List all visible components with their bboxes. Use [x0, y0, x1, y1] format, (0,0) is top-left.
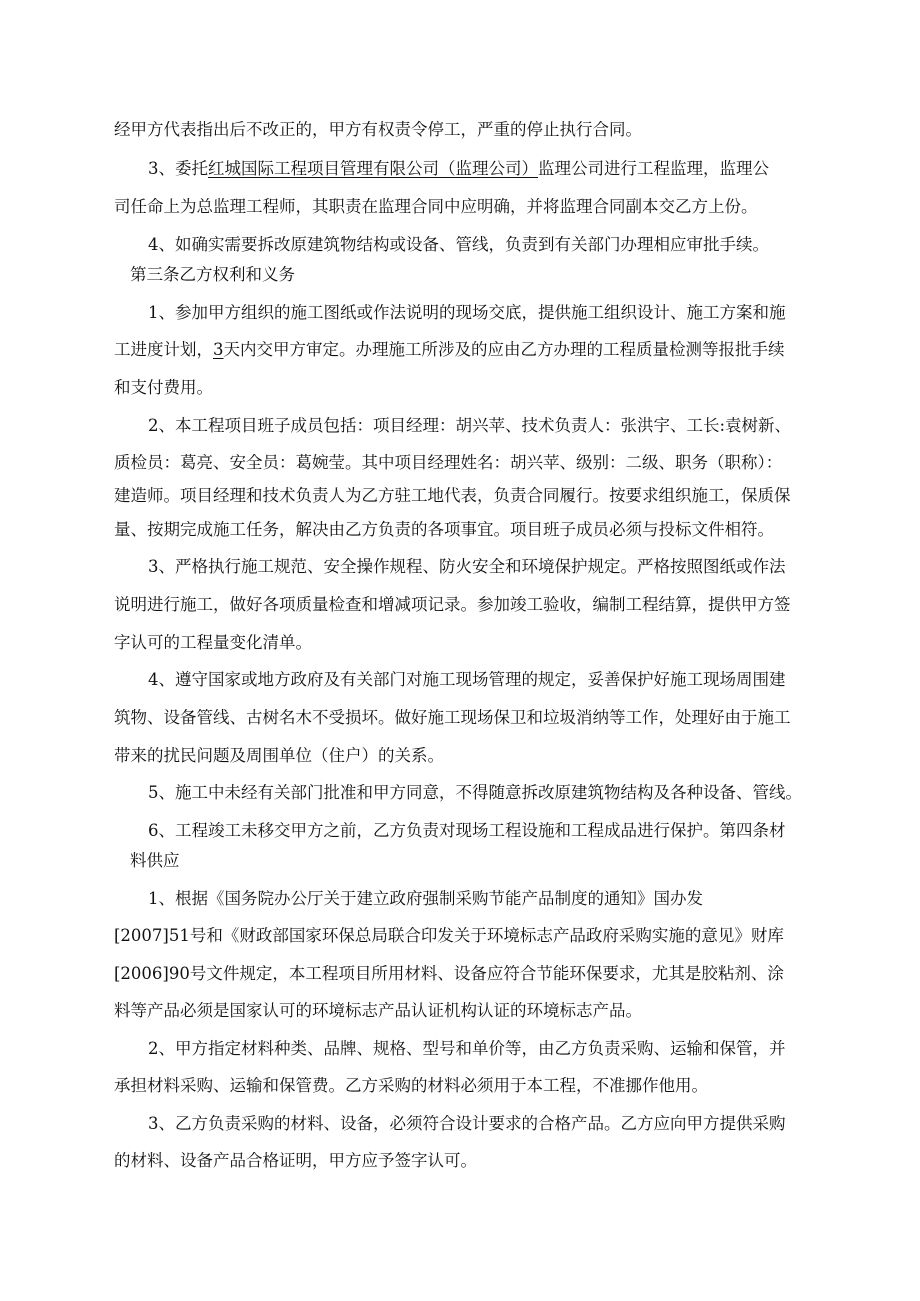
section-heading: 第三条乙方权利和义务 [130, 265, 295, 284]
text-line [148, 158, 920, 180]
text-line: 带来的扰民问题及周围单位（住户）的关系。 [114, 746, 444, 765]
text-line: 和支付费用。 [114, 378, 213, 397]
text-line: 1、参加甲方组织的施工图纸或作法说明的现场交底，提供施工组织设计、施工方案和施 [148, 303, 786, 322]
text-line: [2007]51号和《财政部国家环保总局联合印发关于环境标志产品政府采购实施的意见》财库 [114, 926, 784, 945]
text-line: 1、根据《国务院办公厅关于建立政府强制采购节能产品制度的通知》国办发 [148, 889, 703, 908]
text-line: 筑物、设备管线、古树名木不受损坏。做好施工现场保卫和垃圾消纳等工作，处理好由于施工 [114, 708, 791, 727]
text-line: [2006]90号文件规定，本工程项目所用材料、设备应符合节能环保要求，尤其是胶粘剂、涂 [114, 964, 784, 983]
text-line: 5、施工中未经有关部门批准和甲方同意，不得随意拆改原建筑物结构及各种设备、管线。 [148, 783, 802, 802]
text-line: 建造师。项目经理和技术负责人为乙方驻工地代表，负责合同履行。按要求组织施工，保质保 [114, 486, 791, 505]
text-line: 质检员：葛亮、安全员：葛婉莹。其中项目经理姓名：胡兴苹、级别：二级、职务（职称）： [114, 453, 783, 472]
text-line: 经甲方代表指出后不改正的，甲方有权责令停工，严重的停止执行合同。 [114, 120, 642, 139]
text-line: 料供应 [130, 851, 180, 870]
text-line: 4、遵守国家或地方政府及有关部门对施工现场管理的规定，妥善保护好施工现场周围建 [148, 670, 786, 689]
text-line [114, 339, 920, 361]
text-run: 监理公司进行工程监理，监理公 [538, 159, 769, 178]
text-line: 6、工程竣工未移交甲方之前，乙方负责对现场工程设施和工程成品进行保护。第四条材 [148, 821, 786, 840]
text-line: 2、甲方指定材料种类、品牌、规格、型号和单价等，由乙方负责采购、运输和保管，并 [148, 1039, 786, 1058]
text-line: 4、如确实需要拆改原建筑物结构或设备、管线，负责到有关部门办理相应审批手续。 [148, 235, 769, 254]
text-run: 工进度计划， [114, 340, 213, 359]
text-line: 说明进行施工，做好各项质量检查和增减项记录。参加竣工验收，编制工程结算，提供甲方签 [114, 595, 791, 614]
text-line: 承担材料采购、运输和保管费。乙方采购的材料必须用于本工程，不准挪作他用。 [114, 1076, 708, 1095]
text-line: 料等产品必须是国家认可的环境标志产品认证机构认证的环境标志产品。 [114, 1001, 642, 1020]
text-line: 3、严格执行施工规范、安全操作规程、防火安全和环境保护规定。严格按照图纸或作法 [148, 557, 786, 576]
text-run: 天内交甲方审定。办理施工所涉及的应由乙方办理的工程质量检测等报批手续 [223, 340, 785, 359]
text-line: 司任命上为总监理工程师，其职责在监理合同中应明确，并将监理合同副本交乙方上份。 [114, 197, 758, 216]
text-line: 2、本工程项目班子成员包括：项目经理：胡兴苹、技术负责人：张洪宇、工长:袁树新、 [148, 416, 792, 435]
text-line: 的材料、设备产品合格证明，甲方应予签字认可。 [114, 1151, 477, 1170]
text-run: 3、委托 [148, 159, 208, 178]
supervisor-company-name: 红城国际工程项目管理有限公司（监理公司） [208, 159, 538, 178]
text-line: 3、乙方负责采购的材料、设备，必须符合设计要求的合格产品。乙方应向甲方提供采购 [148, 1114, 786, 1133]
text-line: 量、按期完成施工任务，解决由乙方负责的各项事宜。项目班子成员必须与投标文件相符。 [114, 520, 774, 539]
text-line: 字认可的工程量变化清单。 [114, 633, 312, 652]
review-days: 3 [213, 340, 224, 359]
